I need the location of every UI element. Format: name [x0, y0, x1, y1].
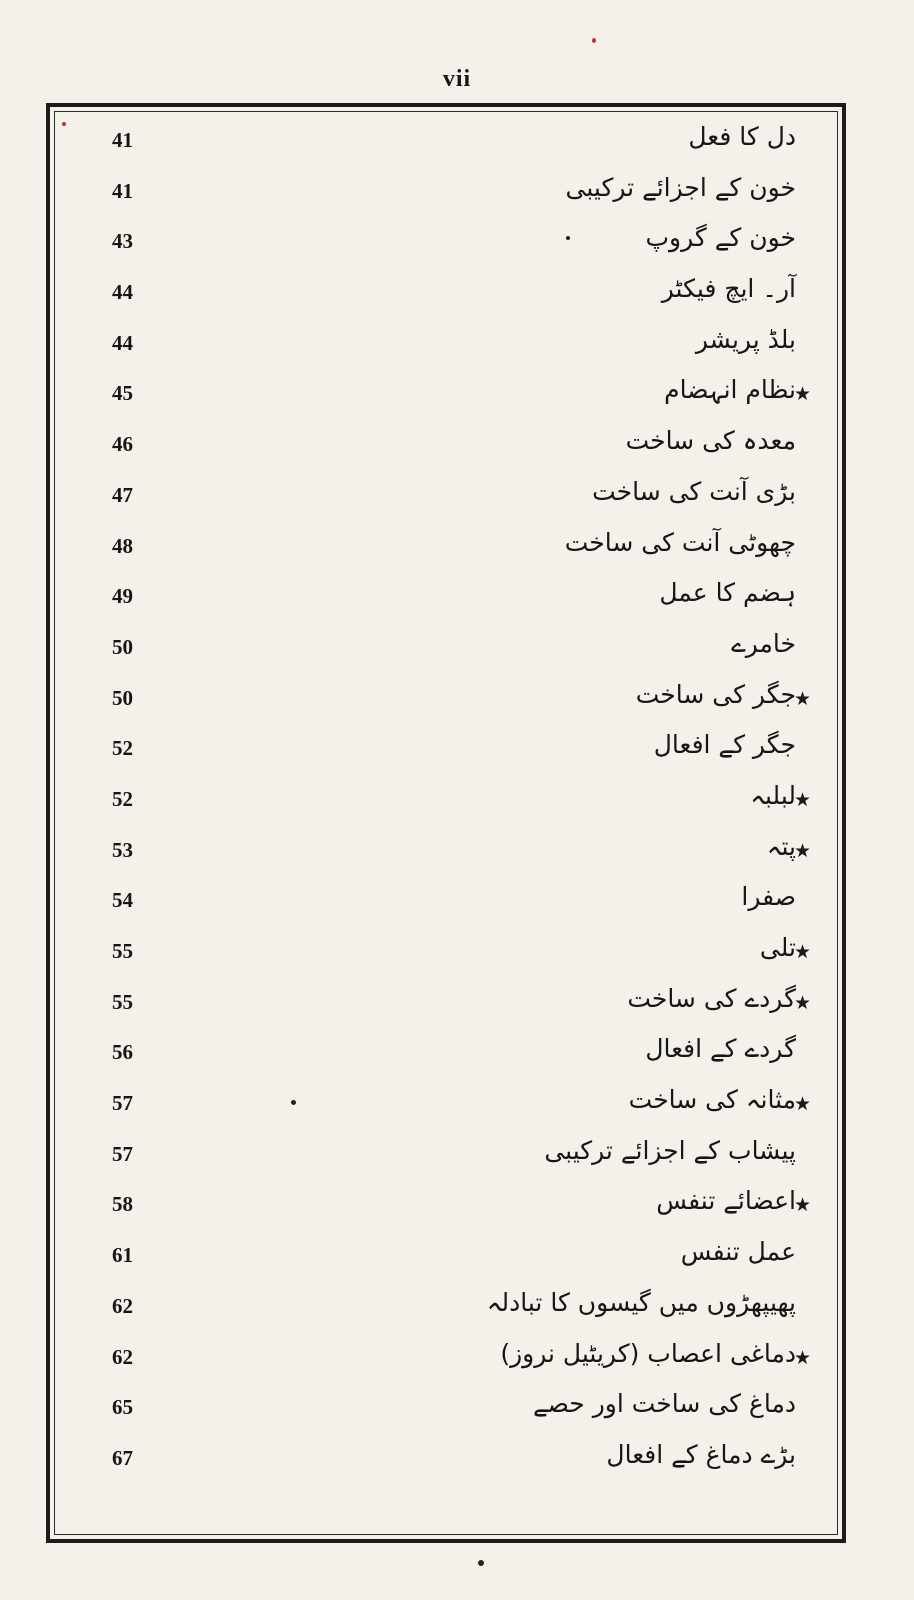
toc-entry-page: 41 [112, 128, 133, 152]
toc-entry-title: ہضم کا عمل [659, 578, 796, 608]
scan-speck [291, 1100, 296, 1105]
toc-entry-title: آر۔ ایچ فیکٹر [661, 274, 796, 304]
toc-entry [0, 933, 914, 984]
toc-entry [0, 528, 914, 579]
toc-entry-title: گردے کی ساخت [627, 983, 796, 1013]
toc-entry-title: عمل تنفس [680, 1237, 796, 1267]
toc-entry [0, 680, 914, 731]
toc-entry-page: 52 [112, 786, 133, 811]
toc-entry-title: دل کا فعل [688, 122, 796, 151]
table-of-contents [0, 122, 914, 1491]
toc-entry-title: بڑی آنت کی ساخت [592, 476, 796, 506]
star-bullet-icon: ★ [794, 687, 812, 710]
toc-entry-title: اعضائے تنفس [656, 1186, 796, 1216]
toc-entry-title: خون کے گروپ [645, 223, 796, 253]
toc-entry [0, 1034, 914, 1085]
toc-entry [0, 781, 914, 832]
toc-entry [0, 1085, 914, 1136]
toc-entry-title: لبلبہ [750, 780, 796, 810]
star-bullet-icon: ★ [794, 383, 812, 406]
toc-entry-title: خامرے [731, 628, 796, 658]
toc-entry [0, 1237, 914, 1288]
toc-entry-page: 45 [112, 381, 133, 406]
toc-entry [0, 832, 914, 883]
star-bullet-icon: ★ [794, 788, 812, 811]
star-bullet-icon: ★ [794, 941, 812, 963]
toc-entry-title: نظام انہضام [664, 375, 796, 405]
toc-entry-page: 62 [112, 1293, 133, 1318]
toc-entry-title: چھوٹی آنت کی ساخت [564, 527, 796, 557]
scan-speck [566, 236, 570, 240]
toc-entry [0, 1288, 914, 1339]
toc-entry [0, 1339, 914, 1390]
toc-entry-title: صفرا [741, 882, 796, 912]
toc-entry-title: بلڈ پریشر [695, 324, 796, 354]
toc-entry-page: 44 [112, 330, 133, 355]
toc-entry-title: دماغی اعصاب (کریٹیل نروز) [500, 1338, 796, 1368]
toc-entry-page: 55 [112, 939, 133, 963]
toc-entry [0, 984, 914, 1035]
toc-entry-page: 61 [112, 1243, 133, 1268]
toc-entry-page: 46 [112, 432, 133, 457]
toc-entry [0, 629, 914, 680]
toc-entry-page: 43 [112, 229, 133, 254]
toc-entry-page: 41 [112, 178, 133, 203]
toc-entry-page: 49 [112, 584, 133, 609]
toc-entry-page: 62 [112, 1344, 133, 1369]
toc-entry [0, 173, 914, 224]
toc-entry-page: 65 [112, 1395, 133, 1420]
toc-entry-title: معدہ کی ساخت [625, 426, 796, 456]
star-bullet-icon: ★ [794, 839, 812, 862]
scan-speck [478, 1560, 484, 1566]
scan-speck [62, 122, 66, 126]
toc-entry-page: 67 [112, 1445, 133, 1470]
toc-entry-title: بڑے دماغ کے افعال [606, 1439, 796, 1469]
toc-entry [0, 375, 914, 426]
toc-entry [0, 1440, 914, 1491]
toc-entry-page: 57 [112, 1141, 133, 1166]
page-number: vii [442, 66, 472, 92]
toc-entry-page: 48 [112, 533, 133, 558]
toc-entry-title: مثانہ کی ساخت [628, 1085, 796, 1115]
scan-speck [592, 38, 596, 43]
star-bullet-icon: ★ [794, 991, 812, 1014]
toc-entry-title: جگر کی ساخت [635, 679, 796, 709]
star-bullet-icon: ★ [794, 1093, 812, 1116]
toc-entry-title: پیشاب کے اجزائے ترکیبی [544, 1135, 796, 1165]
toc-entry [0, 882, 914, 933]
toc-entry-title: پتہ [766, 831, 796, 861]
toc-entry [0, 426, 914, 477]
toc-entry-title: دماغ کی ساخت اور حصے [532, 1389, 796, 1419]
toc-entry-title: جگر کے افعال [653, 730, 796, 760]
toc-entry-page: 53 [112, 837, 133, 862]
toc-entry [0, 1186, 914, 1237]
toc-entry [0, 325, 914, 376]
toc-entry [0, 223, 914, 274]
toc-entry-page: 50 [112, 634, 133, 659]
toc-entry-title: پھیپھڑوں میں گیسوں کا تبادلہ [486, 1287, 796, 1317]
star-bullet-icon: ★ [794, 1346, 812, 1369]
toc-entry-page: 50 [112, 685, 133, 710]
toc-entry-page: 54 [112, 888, 133, 913]
toc-entry [0, 1389, 914, 1440]
toc-entry-page: 52 [112, 736, 133, 761]
toc-entry-page: 44 [112, 280, 133, 305]
toc-entry-page: 55 [112, 989, 133, 1014]
toc-entry-page: 57 [112, 1091, 133, 1116]
toc-entry-title: تلی [759, 933, 796, 962]
toc-entry-page: 47 [112, 482, 133, 507]
toc-entry [0, 477, 914, 528]
toc-entry [0, 730, 914, 781]
star-bullet-icon: ★ [794, 1194, 812, 1217]
toc-entry-title: گردے کے افعال [645, 1034, 796, 1064]
toc-entry [0, 578, 914, 629]
toc-entry-title: خون کے اجزائے ترکیبی [565, 172, 796, 202]
toc-entry-page: 56 [112, 1040, 133, 1065]
toc-entry-page: 58 [112, 1192, 133, 1217]
toc-entry [0, 122, 914, 173]
toc-entry [0, 274, 914, 325]
toc-entry [0, 1136, 914, 1187]
